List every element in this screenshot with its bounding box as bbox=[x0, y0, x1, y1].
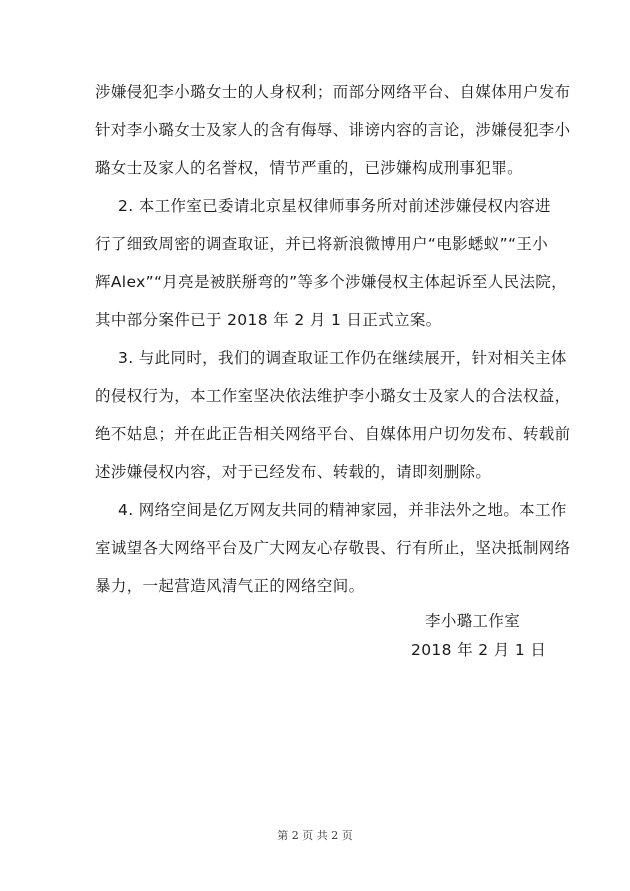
paragraph-3-line-2: 的侵权行为，本工作室坚决依法维护李小璐女士及家人的合法权益， bbox=[95, 387, 571, 405]
paragraph-4-line-3: 暴力，一起营造风清气正的网络空间。 bbox=[95, 577, 365, 595]
paragraph-3-line-4: 述涉嫌侵权内容，对于已经发布、转载的，请即刻删除。 bbox=[95, 463, 492, 481]
paragraph-4-line-1: 4. 网络空间是亿万网友共同的精神家园，并非法外之地。本工作 bbox=[118, 501, 567, 519]
signature-name: 李小璐工作室 bbox=[425, 612, 521, 630]
paragraph-1-line-3: 璐女士及家人的名誉权，情节严重的，已涉嫌构成刑事犯罪。 bbox=[95, 159, 523, 177]
paragraph-2-line-1: 2. 本工作室已委请北京星权律师事务所对前述涉嫌侵权内容进 bbox=[118, 197, 551, 215]
signature-date: 2018 年 2 月 1 日 bbox=[411, 641, 547, 659]
paragraph-1-line-2: 针对李小璐女士及家人的含有侮辱、诽谤内容的言论，涉嫌侵犯李小 bbox=[95, 121, 571, 139]
paragraph-3-line-3: 绝不姑息；并在此正告相关网络平台、自媒体用户切勿发布、转载前 bbox=[95, 425, 571, 443]
paragraph-4-line-2: 室诚望各大网络平台及广大网友心存敬畏、行有所止，坚决抵制网络 bbox=[95, 539, 571, 557]
paragraph-2-line-2: 行了细致周密的调查取证，并已将新浪微博用户“电影蟋蚁”“王小 bbox=[95, 235, 549, 253]
page-number-footer: 第 2 页 共 2 页 bbox=[277, 829, 353, 842]
paragraph-2-line-4: 其中部分案件已于 2018 年 2 月 1 日正式立案。 bbox=[95, 311, 442, 329]
paragraph-2-line-3: 辉Alex”“月亮是被朕掰弯的”等多个涉嫌侵权主体起诉至人民法院， bbox=[95, 273, 567, 291]
paragraph-1-line-1: 涉嫌侵犯李小璐女士的人身权利；而部分网络平台、自媒体用户发布 bbox=[95, 83, 571, 101]
paragraph-3-line-1: 3. 与此同时，我们的调查取证工作仍在继续展开，针对相关主体 bbox=[118, 349, 567, 367]
